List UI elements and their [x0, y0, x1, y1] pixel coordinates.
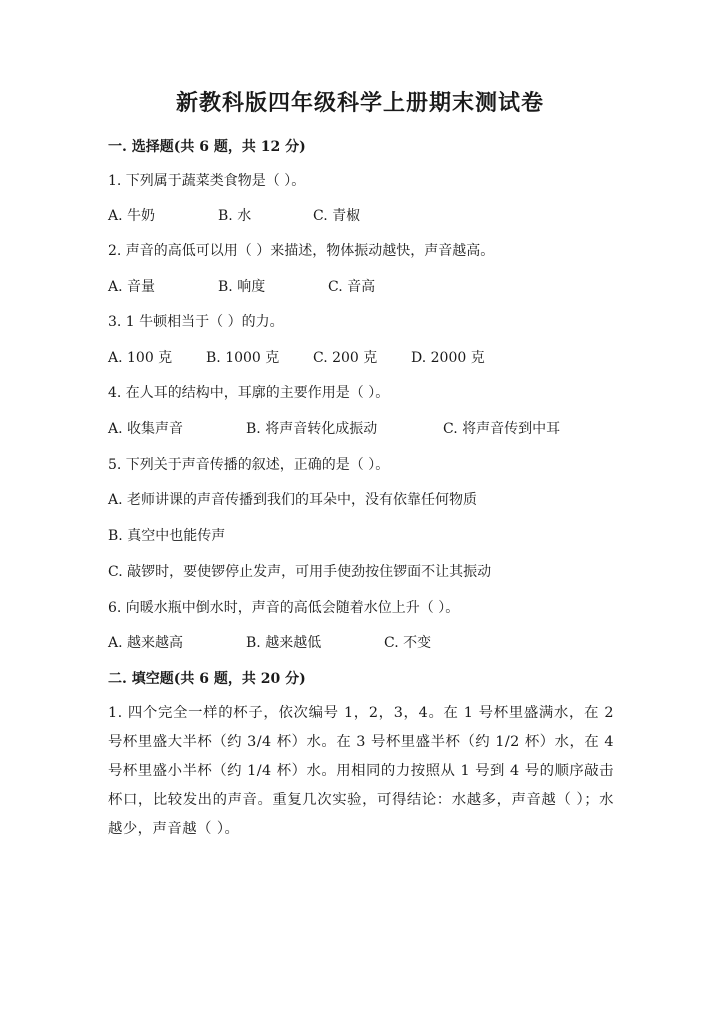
question-6-option-a: A. 越来越高	[108, 635, 184, 651]
question-5-option-c: C. 敲锣时，要使锣停止发声，可用手使劲按住锣面不让其振动	[108, 564, 492, 580]
question-6: 6. 向暖水瓶中倒水时，声音的高低会随着水位上升（ ）。	[108, 600, 460, 616]
question-6-option-b: B. 越来越低	[246, 635, 322, 651]
question-2-option-c: C. 音高	[328, 279, 376, 295]
section-heading-choice: 一. 选择题(共 6 题，共 12 分)	[108, 139, 306, 155]
question-4-option-c: C. 将声音传到中耳	[443, 421, 561, 437]
question-5-option-b: B. 真空中也能传声	[108, 528, 226, 544]
question-4-option-a: A. 收集声音	[108, 421, 184, 437]
question-1: 1. 下列属于蔬菜类食物是（ ）。	[108, 173, 306, 189]
fill-in-question-1: 1. 四个完全一样的杯子，依次编号 1，2，3，4。在 1 号杯里盛满水，在 2 号杯里盛大半杯（约 3/4 杯）水。在 3 号杯里盛半杯（约 1/2 杯）水，在 4 号杯里盛小半杯（约 1/4 杯）水。用相同的力按照从 1 号到 4 号的顺序敲击杯口，比较发出的声音。重复几次实验，可得结论：水越多，声音越（ ）；水越少，声音越（ ）。	[108, 705, 614, 837]
question-1-option-c: C. 青椒	[313, 208, 361, 224]
question-6-option-c: C. 不变	[384, 635, 432, 651]
question-2-option-a: A. 音量	[108, 279, 156, 295]
question-1-option-b: B. 水	[218, 208, 252, 224]
question-3-option-a: A. 100 克	[108, 350, 173, 366]
section-heading-fill-in: 二. 填空题(共 6 题，共 20 分)	[108, 671, 306, 687]
question-4-option-b: B. 将声音转化成振动	[246, 421, 378, 437]
question-3-option-c: C. 200 克	[313, 350, 378, 366]
question-2-option-b: B. 响度	[218, 279, 266, 295]
question-1-option-a: A. 牛奶	[108, 208, 156, 224]
question-3-option-b: B. 1000 克	[206, 350, 280, 366]
question-4: 4. 在人耳的结构中，耳廓的主要作用是（ ）。	[108, 385, 390, 401]
question-3-option-d: D. 2000 克	[411, 350, 485, 366]
question-3: 3. 1 牛顿相当于（ ）的力。	[108, 314, 284, 330]
page-title: 新教科版四年级科学上册期末测试卷	[175, 90, 544, 116]
question-5: 5. 下列关于声音传播的叙述，正确的是（ ）。	[108, 457, 390, 473]
question-2: 2. 声音的高低可以用（ ）来描述，物体振动越快，声音越高。	[108, 243, 495, 259]
question-5-option-a: A. 老师讲课的声音传播到我们的耳朵中，没有依靠任何物质	[108, 492, 478, 508]
